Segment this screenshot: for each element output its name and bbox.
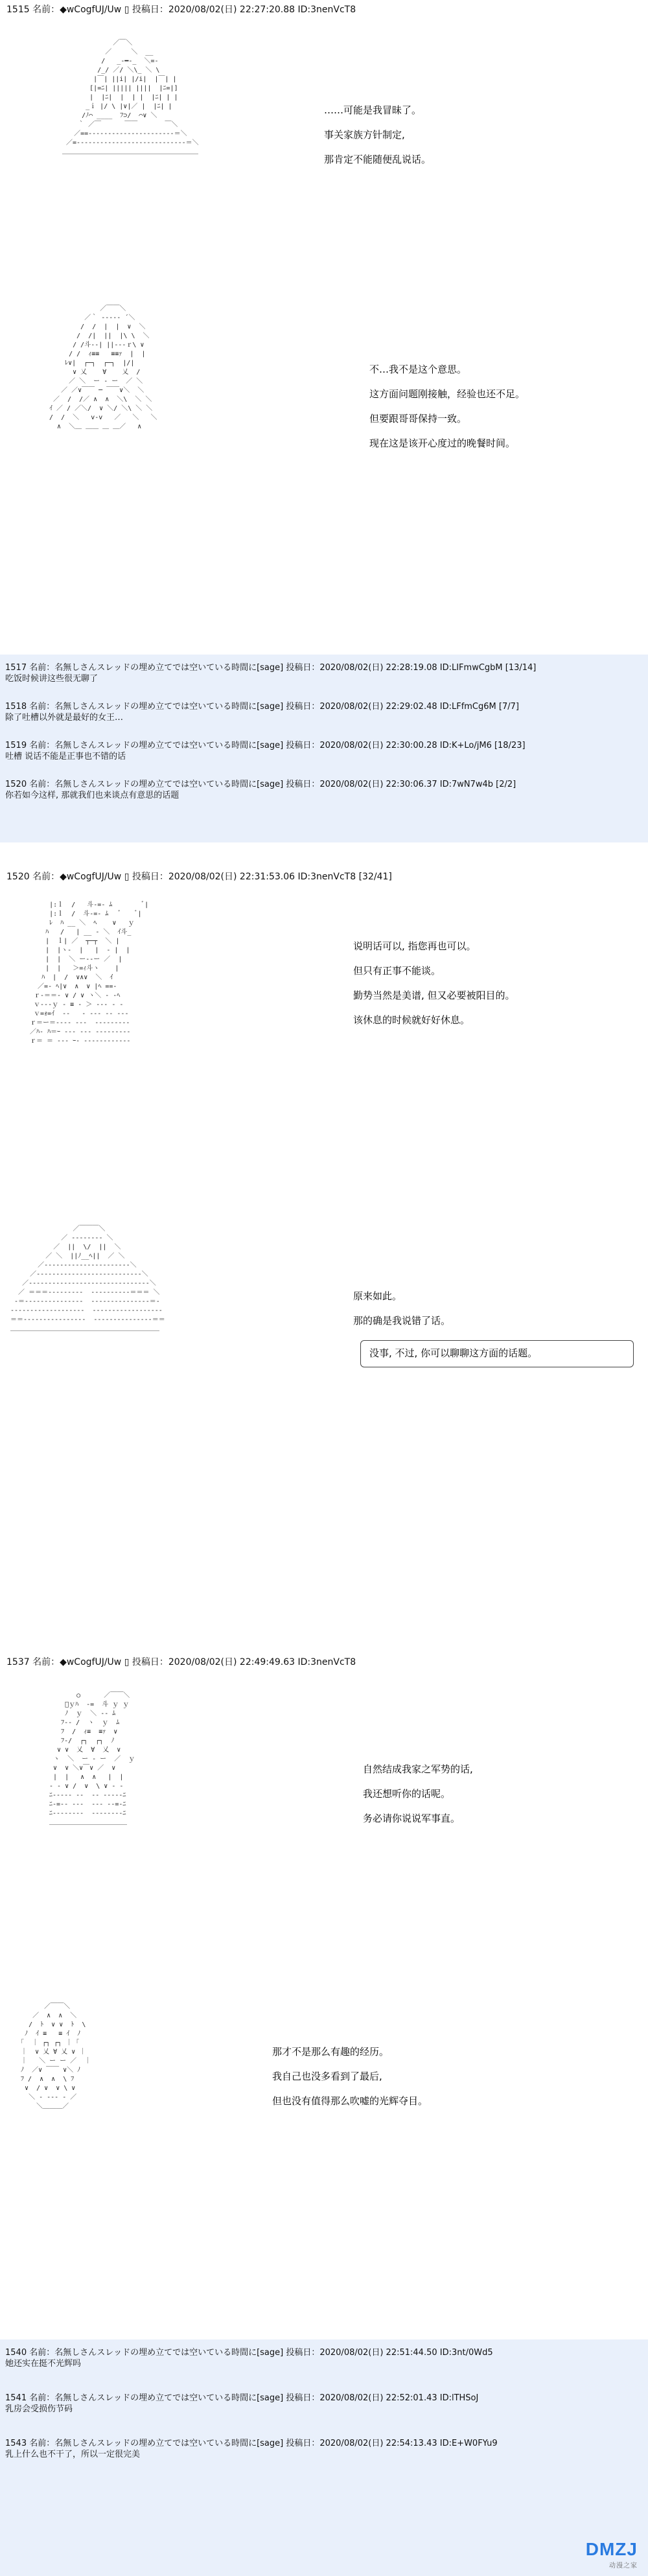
dialogue-block bbox=[272, 2045, 428, 2119]
dialogue-line: 没事, 不过, 你可以聊聊这方面的话题。 bbox=[369, 1347, 538, 1359]
dialogue-line: 但也没有值得那么吹嘘的光辉夺目。 bbox=[272, 2095, 428, 2107]
reply-item bbox=[5, 740, 526, 762]
dialogue-line: 现在这是该开心度过的晚餐时间。 bbox=[369, 437, 516, 449]
post-1520 bbox=[0, 862, 648, 1614]
reply-header: 1519 名前：名無しさんスレッドの埋め立てでは空いている時間に[sage] 投稿日：2020/08/02(日) 22:30:00.28 ID:K+Lo/jM6 [18/23] bbox=[5, 741, 526, 750]
dialogue-block bbox=[363, 1763, 473, 1837]
reply-header: 1541 名前：名無しさんスレッドの埋め立てでは空いている時間に[sage] 投稿日：2020/08/02(日) 22:52:01.43 ID:lTHSoJ bbox=[5, 2393, 479, 2403]
reply-item bbox=[5, 779, 516, 801]
dialogue-line: 原来如此。 bbox=[353, 1290, 402, 1302]
reply-item bbox=[5, 2393, 478, 2415]
dialogue-line: 但要跟哥哥保持一致。 bbox=[369, 413, 467, 424]
dialogue-line: 那的确是我说错了话。 bbox=[353, 1315, 451, 1327]
reply-message: 除了吐槽以外就是最好的女王… bbox=[5, 713, 124, 723]
dialogue-line: 这方面问题刚接触，经验也还不足。 bbox=[369, 388, 526, 400]
reply-message: 乳房会受损伤节码 bbox=[5, 2404, 73, 2414]
reply-header: 1520 名前：名無しさんスレッドの埋め立てでは空いている時間に[sage] 投稿日：2020/08/02(日) 22:30:06.37 ID:7wN7w4b [2/2] bbox=[5, 780, 516, 789]
ascii-art-character: ／￣￣￣＼ ／ ‐‐‐‐‐‐‐‐ ＼ ／ || \/ || ＼ ／ ＼ ||ﾉ__ﾍ|| ／ ＼ ／‐‐‐‐‐‐‐‐‐‐‐‐‐‐‐‐‐‐‐‐‐‐＼ ／‐‐‐‐‐‐‐‐‐‐‐‐‐‐‐‐‐‐‐‐‐‐‐‐‐‐‐＼ ／‐‐‐‐‐‐‐‐‐‐‐‐‐‐‐‐‐‐‐‐‐‐‐‐‐‐‐‐‐‐‐＼ ／ ＝＝＝‐‐‐‐‐‐‐‐‐ ‐‐‐‐‐‐‐‐‐‐＝＝＝ ＼ ‐＝‐‐‐‐‐‐‐‐‐‐‐‐‐‐‐ ‐‐‐‐‐‐‐‐‐‐‐‐‐‐‐＝‐ ‐‐‐‐‐‐‐‐‐‐‐‐‐‐‐‐‐‐‐ ‐‐‐‐‐‐‐‐‐‐‐‐‐‐‐‐‐‐ ＝＝‐‐‐‐‐‐‐‐‐‐‐‐‐‐‐‐ ‐‐‐‐‐‐‐‐‐‐‐‐‐‐‐＝＝ ＿＿＿＿＿＿＿＿＿＿＿＿＿＿＿＿＿＿＿＿＿＿＿ bbox=[10, 1225, 165, 1332]
post-header: 1537 名前：◆wCogfUJ/Uw ▯ 投稿日：2020/08/02(日) 22:49:49.63 ID:3nenVcT8 bbox=[6, 1657, 356, 1667]
reply-header: 1517 名前：名無しさんスレッドの埋め立てでは空いている時間に[sage] 投稿日：2020/08/02(日) 22:28:19.08 ID:LIFmwCgbM [13/14] bbox=[5, 663, 537, 673]
dialogue-line: 务必请你说说军事直。 bbox=[363, 1813, 461, 1824]
reply-message: 吐槽 说话不能是正事也不错的话 bbox=[5, 752, 126, 761]
reply-item bbox=[5, 662, 536, 684]
reply-item bbox=[5, 701, 519, 723]
dialogue-block bbox=[353, 1290, 450, 1339]
ascii-art-character: ／￣＼ ／ ＼ __ / _-━-_ ＼=- /_/ ／/ ＼\_ ＼ \ |￣| ||i| |/i| |￣| | [|=ﾆ| ||||| |||| |ﾆ=|] | |ﾆ| | | | |ﾆ| | | _ｉ |/ \ |∨|／ | |ﾆ| | /ﾉ⌒ ____ ﾌ⊃/ ⌒∨ ＼ ｀ ／￣ ￣￣ ￣＼ ／==‐‐‐‐‐‐‐‐‐‐‐‐‐‐‐‐‐‐‐‐‐‐＝＼ ／=‐‐‐‐‐‐‐‐‐‐‐‐‐‐‐‐‐‐‐‐‐‐‐‐‐‐‐‐＝＼ ＿＿＿＿＿＿＿＿＿＿＿＿＿＿＿＿＿＿＿＿＿ bbox=[62, 40, 199, 156]
dialogue-line: 该休息的时候就好好休息。 bbox=[353, 1014, 470, 1026]
reply-item bbox=[5, 2438, 498, 2460]
reply-section bbox=[0, 2339, 648, 2576]
ascii-art-character: |:ｌ / 斗‐=‐ ﾑ ﾞ| |:ｌ / 斗‐=‐ ﾑ ﾞ ﾞ| ﾚ ﾊ __ ＼ ﾍ ∨ ｙ ﾊ / | __ ‐ ＼ ｲ斗_ | ｌ| ／ ┬─┬ ＼ | | |ヽ‐ | | ‐ | | | | ＼ ー‐‐ー ／ | | | ＞=ｨ斗ヽ | ﾊ | / ∨∧∨ ＼ ｲ ／=- ﾍ|∨ ∧ ∨ |ﾍ ==‐ ｒ‐＝＝‐ ∨ / ∨ ヽ＼ ‐ ‐ﾍ ｖ‐‐‐ｙ ‐ ≡ ‐ ＞ ‐‐‐ ‐ ‐ ｖ=ｫ=ｲ ‐‐ ‐ ‐‐‐ ‐‐ ‐‐‐ ｒ＝ー＝‐‐‐‐ ‐‐‐ ‐‐‐‐‐‐‐‐‐ ／ﾊ‐ ﾊ＝ｰ ‐‐‐ ‐‐‐ ‐‐‐‐‐‐‐‐‐ ｒ＝ ＝ ‐‐‐ ｰ‐ ‐‐‐‐‐‐‐‐‐‐‐‐ bbox=[30, 901, 149, 1045]
post-1537 bbox=[0, 1653, 648, 2327]
reply-header: 1543 名前：名無しさんスレッドの埋め立てでは空いている時間に[sage] 投稿日：2020/08/02(日) 22:54:13.43 ID:E+W0FYu9 bbox=[5, 2439, 498, 2448]
ascii-art-character: ○ ／￣￣＼ ﾞｙﾊ ‐= 斗 ｙ ｙ ﾉ ｙ ＼ ‐‐ ﾑ ﾌ‐‐ / ヽ ｙ ﾑ ﾌ / ｨ≡ ≡ｧ ∨ ﾌ‐/ ┌┐ ┌┐ ﾉ ∨ ∨ 乂 ∀ 乂 ∨ ヽ ＼ ー ‐ ー ／ ｙ ∨ ∨ ＼∨￣∨ ／ ∨ | | ∧ ∧ | | ‐ ‐ ∨ / ∨ \ ∨ ‐ ‐ ﾆ‐‐‐‐‐ ‐‐ ‐‐ ‐‐‐‐‐ﾆ ﾆ‐=‐‐ ‐‐‐ ‐‐‐ ‐‐=‐ﾆ ﾆ‐‐‐‐‐‐‐‐ ‐‐‐‐‐‐‐‐ﾆ ＿＿＿＿＿＿＿＿＿＿＿＿ bbox=[49, 1692, 135, 1826]
dialogue-line: 我还想听你的话呢。 bbox=[363, 1788, 451, 1800]
dialogue-line: 事关家族方针制定, bbox=[324, 129, 405, 141]
dialogue-line: 但只有正事不能谈。 bbox=[353, 965, 441, 977]
dialogue-line: 勤势当然是美谱, 但又必要被阳目的。 bbox=[353, 990, 515, 1001]
dialogue-line: 说明话可以, 指您再也可以。 bbox=[353, 940, 476, 952]
dialogue-line: 我自己也没多看到了最后, bbox=[272, 2071, 382, 2082]
dialogue-line: 那才不是那么有趣的经历。 bbox=[272, 2046, 389, 2058]
dialogue-line: 自然结成我家之军势的话, bbox=[363, 1763, 473, 1775]
reply-message: 你若如今这样, 那就我们也来谈点有意思的话题 bbox=[5, 791, 179, 800]
post-header: 1520 名前：◆wCogfUJ/Uw ▯ 投稿日：2020/08/02(日) 22:31:53.06 ID:3nenVcT8 [32/41] bbox=[6, 872, 392, 882]
reply-header: 1540 名前：名無しさんスレッドの埋め立てでは空いている時間に[sage] 投稿日：2020/08/02(日) 22:51:44.50 ID:3nt/0Wd5 bbox=[5, 2348, 493, 2358]
post-1515 bbox=[0, 0, 648, 467]
logo-subtext: 动漫之家 bbox=[609, 2562, 638, 2570]
dialogue-block bbox=[353, 940, 515, 1038]
site-logo bbox=[586, 2539, 638, 2570]
ascii-art-character: ／￣￣＼ ／｀ -‐‐‐‐ ´＼ / / | | ∨ ＼ / /| || |\ \ ＼ / /斗-‐| ||‐‐-ｒ\ ∨ / / ｨ≡≡ ≡≡ｧ | | ﾚ∨| ┌─┐ ┌─┐ |/| ∨ 乂 ∀ 乂 / ／ ＼ ー ‐ ー ／ ＼ ／ ／∨￣￣ ─ ￣￣∨＼ ＼ ／ / /／ ∧ ∧ ＼\ ＼ ＼ ｲ ／ / ／＼/ ∨ ＼/ ＼\ ＼ ＼ / / ＼ v-v ／ ＼ ＼ ∧ ＼＿ ＿＿ ＿ ＿／ ∧ bbox=[49, 305, 157, 430]
dialogue-line: 不…我不是这个意思。 bbox=[369, 364, 467, 375]
reply-header: 1518 名前：名無しさんスレッドの埋め立てでは空いている時間に[sage] 投稿日：2020/08/02(日) 22:29:02.48 ID:LFfmCg6M [7/7] bbox=[5, 702, 519, 712]
reply-message: 乳上什么也不干了，所以一定很完美 bbox=[5, 2450, 141, 2459]
dialogue-block bbox=[369, 363, 525, 461]
dialogue-block bbox=[324, 104, 431, 178]
dialogue-line: ……可能是我冒昧了。 bbox=[324, 104, 422, 116]
post-header: 1515 名前：◆wCogfUJ/Uw ▯ 投稿日：2020/08/02(日) 22:27:20.88 ID:3nenVcT8 bbox=[6, 5, 356, 15]
reply-section bbox=[0, 655, 648, 842]
dialogue-line: 那肯定不能随便乱说话。 bbox=[324, 154, 432, 165]
reply-message: 她还实在挺不光辉吗 bbox=[5, 2359, 82, 2369]
reply-item bbox=[5, 2347, 493, 2369]
logo-text: DMZJ bbox=[585, 2539, 638, 2559]
ascii-art-character: ／￣￣＼ ／ ∧ ∧ ＼ / ﾄ ∨ ∨ ﾄ \ ﾉ ｲ ≡ ≡ ｲ ﾉ ｢ ｜ ┌┐ ┌┐ ｜ ｢ ｜ ∨ 乂 ∀ 乂 ∨ ｜ ｜ ＼ ー ー ／ ｜ ﾉ ／∨ ￣￣ ∨＼ ﾉ ﾌ / ∧ ∧ \ ﾌ ∨ / ∨ ∨ \ ∨ ＼ ‐ ‐‐‐ ‐ ／ ＼＿＿＿／ bbox=[21, 2003, 91, 2110]
reply-message: 吃饭时候讲这些很无聊了 bbox=[5, 674, 98, 684]
